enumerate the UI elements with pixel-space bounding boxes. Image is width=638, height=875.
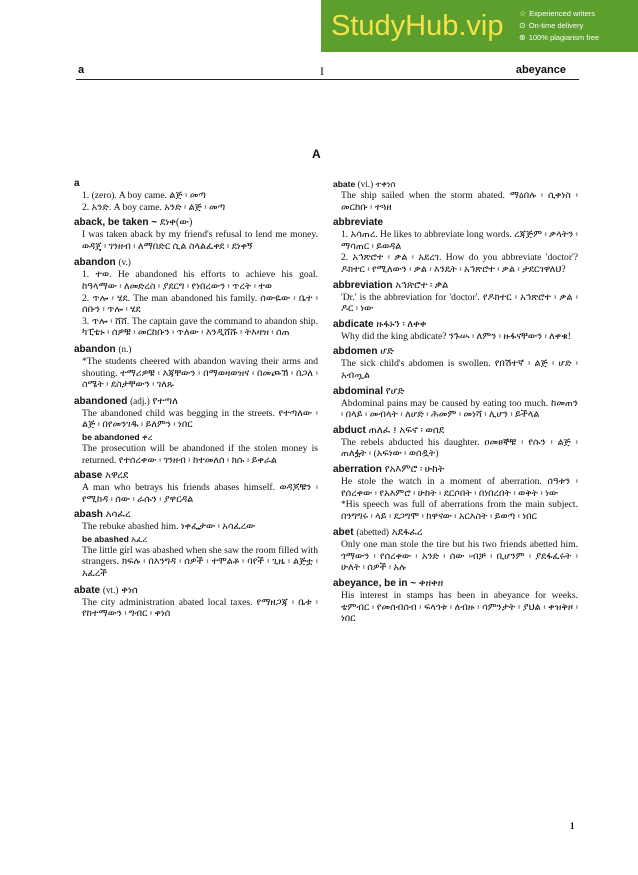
header-page-label: I <box>320 64 324 78</box>
amharic-gloss: ጠለፈ ፤ አፍኖ ፡ ወሰደ <box>368 424 445 436</box>
entry-body <box>74 597 318 620</box>
definition-line: 2. ጥሎ ፡ ሄደ. The man abandoned his family. ሰውዬው ፡ ቤተ ፡ ሰቡን ፡ ጥሎ ፡ ሄደ <box>82 292 318 316</box>
amharic-gloss: አዋረደ <box>105 470 129 482</box>
headword-text: abeyance, be in ~ <box>333 578 417 590</box>
headword-text: abet <box>333 527 354 539</box>
headword-text: abdominal <box>333 385 384 397</box>
part-of-speech: (abetted) <box>356 527 389 538</box>
dictionary-entry <box>333 217 578 275</box>
entry-body <box>74 356 318 391</box>
amharic-gloss: የተጣለ <box>152 395 178 407</box>
entry-body <box>333 358 578 381</box>
feature-item: ⊙ On-time delivery <box>519 21 584 30</box>
amharic-gloss: ቀረ <box>142 431 153 442</box>
entry-body <box>74 521 318 579</box>
dictionary-entry <box>74 395 318 466</box>
definition-line: The city administration abated local taxes. የማዘጋጃ ፡ ቤቱ ፡ የከተማውን ፡ ግብር ፡ ቀነሰ <box>82 596 318 620</box>
definition-line: *The students cheered with abandon waving their arms and shouting. ተማሪዎቹ ፡ እጃቸውን ፡ በማወዛወዝና ፡ በመጮኽ ፡ በጋለ ፡ ስሜት ፡ ደስታቸውን ፡ ገለጹ <box>82 355 318 391</box>
entry-body <box>333 398 578 421</box>
dictionary-entry <box>333 346 578 381</box>
running-header <box>72 64 566 80</box>
definition-line: *His speech was full of aberrations from the main subject. በንግግሩ ፡ ላይ ፡ ደጋግሞ ፡ ከዋናው ፡ አርእስት ፡ ይወጣ ፡ ነበር <box>341 499 578 522</box>
dictionary-entry <box>333 319 578 343</box>
brand-logo[interactable]: StudyHub.vip <box>331 9 504 42</box>
entry-body <box>74 269 318 339</box>
entry-body <box>74 229 318 252</box>
dictionary-entry <box>74 256 318 339</box>
entry-body <box>333 229 578 275</box>
dictionary-entry <box>333 578 578 625</box>
amharic-gloss: ቀዘቀዘ <box>418 578 444 590</box>
headword <box>333 386 578 398</box>
definition-line: His interest in stamps has been in abeyance for weeks. ቴምብር ፡ የመሰብሰብ ፡ ፍላጎቱ ፡ ለብዙ ፡ ሳምንታት ፡ ያህል ፡ ቀዝቅዞ ፡ ነበር <box>341 590 578 625</box>
definition-line: The sick child's abdomen is swollen. የበሽተኛ ፡ ልጅ ፡ ሆድ ፡ አብጧል <box>341 358 578 381</box>
star-icon: ☆ <box>519 9 527 18</box>
headword <box>74 256 318 269</box>
definition-line: Only one man stole the tire but his two friends abetted him. ጎማውን ፡ የሰረቀው ፡ አንድ ፡ ሰው ፡ብቻ ፡ ቢሆንም ፡ ያደፋፈሩት ፡ ሁለት ፡ ሰዎች ፡ አሉ <box>341 539 578 574</box>
definition-line: 1. (zero). A boy came. ልጅ ፡ መጣ <box>82 190 206 201</box>
page-number: 1 <box>570 821 575 831</box>
left-column <box>74 178 318 624</box>
right-column <box>333 178 578 629</box>
headword <box>333 425 578 437</box>
dictionary-entry <box>74 178 318 213</box>
definition-line: 3. ጥሎ ፡ ሸሸ. The captain gave the command to abandon ship. ካፒቴኑ ፡ ሰዎቹ ፡ መርከቡን ፡ ጥለው ፡ እንዲሸሹ ፡ ትእዛዝ ፡ ሰጠ <box>82 315 318 339</box>
section-letter: A <box>312 147 321 161</box>
dictionary-entry <box>333 178 578 213</box>
headword-text: abandoned <box>74 395 128 407</box>
headword-text: a <box>74 178 80 189</box>
headword-text: abandon <box>74 343 116 355</box>
headword-text: abase <box>74 470 103 482</box>
definition-line: 1. አሳጠረ. He likes to abbreviate long words. ረጃጅም ፡ ቃላትን ፡ ማሳጠር ፡ ይወዳል <box>341 229 578 252</box>
amharic-gloss: የሆድ <box>385 385 405 397</box>
amharic-gloss: አሳፈረ <box>105 509 131 521</box>
headword-text: abbreviate <box>333 217 384 229</box>
amharic-gloss: ቀነሰ <box>121 584 138 596</box>
headword <box>74 178 318 190</box>
entry-body <box>333 539 578 574</box>
entry-body <box>74 190 318 213</box>
dictionary-entry <box>74 509 318 579</box>
definition-line: The abandoned child was begging in the streets. የተጣለው ፡ ልጅ ፡ በየመንገዱ ፡ ይለምን ፡ ነበር <box>82 407 318 431</box>
headword <box>74 470 318 482</box>
headword-text: abdicate <box>333 318 374 330</box>
entry-body <box>333 476 578 522</box>
entry-body <box>333 590 578 625</box>
headword-text: be abandoned <box>82 431 140 442</box>
dictionary-entry <box>74 217 318 252</box>
headword <box>74 217 318 229</box>
entry-body <box>333 437 578 460</box>
headword-text: be abashed <box>82 533 129 544</box>
header-last-word: abeyance <box>515 64 566 76</box>
headword-text: abduct <box>333 424 366 436</box>
headword <box>333 578 578 590</box>
entry-body <box>333 331 578 343</box>
sub-headword <box>333 178 578 190</box>
dictionary-entry <box>333 425 578 460</box>
clock-icon: ⊙ <box>519 21 526 30</box>
feature-item: ☆ Experienced writers <box>519 9 596 18</box>
amharic-gloss: ዙፋኑን ፡ ለቀቀ <box>376 318 427 330</box>
headword-text: abate <box>74 584 101 596</box>
amharic-gloss: አፈረ <box>131 533 148 544</box>
headword-text: abdomen <box>333 346 378 358</box>
headword-text: abbreviation <box>333 279 393 291</box>
definition-line: The little girl was abashed when she saw the room filled with strangers. ክፍሉ ፡ በእንግዳ ፡ ሰዎች ፡ ተሞልቶ ፡ ባየች ፡ ጊዜ ፡ ልጅቷ ፡ አፈረች <box>82 544 318 580</box>
amharic-gloss: ሆድ <box>380 346 394 358</box>
feature-list <box>519 8 599 44</box>
headword <box>333 280 578 292</box>
definition-line: Abdominal pains may be caused by eating too much. ከመጠን ፡ በላይ ፡ መብላት ፡ ለሆድ ፡ ሕመም ፡ መነሻ ፡ ሊሆን ፡ ይችላል <box>341 397 578 421</box>
amharic-gloss: አደፋፈረ <box>391 527 423 539</box>
headword <box>333 346 578 358</box>
sub-headword <box>82 533 318 545</box>
headword <box>74 395 318 408</box>
headword-text: abate <box>333 179 356 189</box>
dictionary-entry <box>333 526 578 574</box>
headword <box>74 584 318 597</box>
header-first-word: a <box>78 64 85 76</box>
headword <box>333 319 578 331</box>
part-of-speech: (adj.) <box>130 395 150 406</box>
dictionary-entry <box>74 584 318 620</box>
headword-text: abash <box>74 509 103 521</box>
definition-line: 'Dr.' is the abbreviation for 'doctor'. የዶክተር ፡ አኅጽሮተ ፡ ቃል ፡ ዶር ፡ ነው <box>341 291 578 315</box>
entry-body <box>74 482 318 505</box>
definition-line: I was taken aback by my friend's refusal to lend me money. ወዳጄ ፡ ገንዘብ ፡ ለማበድር ሲል ስላልፈቀደ ፡ ደነቀኝ <box>82 229 318 252</box>
definition-line: 2. አንድ. A boy came. አንድ ፡ ልጅ ፡ መጣ <box>82 201 226 213</box>
feature-item: ⊛ 100% plagiarism free <box>519 33 600 42</box>
definition-line: A man who betrays his friends abases himself. ወዳጆቹን ፡ የሚከዳ ፡ ሰው ፡ ራሱን ፡ ያዋርዳል <box>82 482 318 505</box>
headword-text: aberration <box>333 463 382 475</box>
part-of-speech: (v.) <box>118 257 131 268</box>
part-of-speech: (vi.) <box>357 179 374 189</box>
definition-line: The rebels abducted his daughter. ዐመፀኞቹ ፡ የሱን ፡ ልጅ ፡ ጠለፏት ፡ (አፍነው ፡ ወሰዷት) <box>341 436 578 460</box>
headword <box>333 217 578 229</box>
entry-body <box>333 190 578 213</box>
amharic-gloss: ደነቀ(ው) <box>159 217 193 229</box>
definition-line: The prosecution will be abandoned if the stolen money is returned. የተሰረቀው ፡ ገንዘብ ፡ ከተመለሰ ፡ ክሱ ፡ ይቀራል <box>82 442 318 466</box>
entry-body <box>333 292 578 315</box>
definition-line: 1. ተወ. He abandoned his efforts to achieve his goal. ከዓላማው ፡ ለመድረስ ፡ ያደርግ ፡ የነበረውን ፡ ጥረት ፡ ተወ <box>82 269 318 292</box>
headword-text: abandon <box>74 257 116 269</box>
amharic-gloss: ተቀነሰ <box>375 179 396 189</box>
headword <box>74 509 318 521</box>
dictionary-entry <box>333 464 578 522</box>
badge-icon: ⊛ <box>519 33 526 42</box>
part-of-speech: (n.) <box>118 343 132 354</box>
definition-line: He stole the watch in a moment of aberration. ሰዓቱን ፡ የሰረቀው ፡ የአእምሮ ፡ ሁከት ፡ ደርሶበት ፡ በነበረበት ፡ ወቅት ፡ ነው <box>341 475 578 499</box>
entry-body <box>74 408 318 466</box>
definition-line: 2. አኅጽሮተ ፡ ቃል ፡ አደረገ. How do you abbreviate 'doctor'? ዶክተር ፡ የሚለውን ፡ ቃል ፡ እንዴት ፡ አኅጽሮተ ፡ ቃል ፡ ታደርገዋለህ? <box>341 252 578 275</box>
dictionary-entry <box>74 343 318 391</box>
sub-headword <box>82 431 318 443</box>
ad-banner[interactable] <box>321 0 638 52</box>
headword-text: aback, be taken ~ <box>74 217 158 229</box>
amharic-gloss: የአእምሮ ፡ ሁከት <box>384 463 445 475</box>
dictionary-entry <box>333 386 578 421</box>
header-rule <box>76 79 579 80</box>
headword <box>333 464 578 476</box>
dictionary-entry <box>333 280 578 315</box>
headword <box>333 526 578 539</box>
definition-line: The ship sailed when the storm abated. ማዕበሉ ፡ ሲቀነስ ፡ መርከቡ ፡ ተጓዘ <box>341 190 578 213</box>
headword <box>74 343 318 356</box>
dictionary-entry <box>74 470 318 505</box>
definition-line: Why did the king abdicate? ንጉሡ ፡ ለምን ፡ ዙፋናቸውን ፡ ለቀቁ! <box>341 330 571 342</box>
part-of-speech: (vt.) <box>102 584 119 595</box>
definition-line: The rebuke abashed him. ነቀፌታው ፡ አሳፈረው <box>82 521 256 533</box>
amharic-gloss: አኅጽሮተ ፡ ቃል <box>395 279 449 291</box>
